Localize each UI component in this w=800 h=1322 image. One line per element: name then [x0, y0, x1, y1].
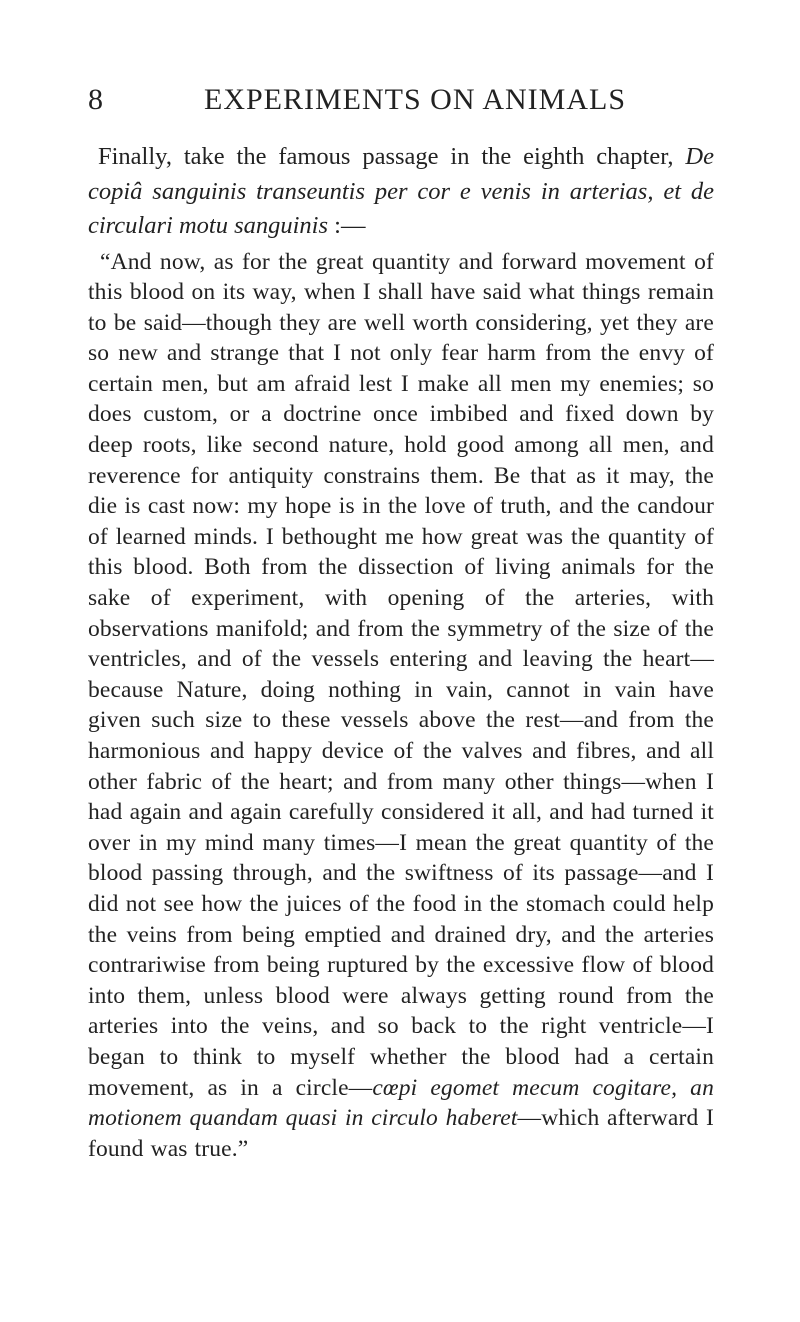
book-page — [88, 80, 714, 1164]
quoted-passage — [88, 247, 714, 1165]
latin-phrase: cœpi egomet mecum cogitare, an motionem quandam quasi in circulo haberet — [88, 1074, 714, 1132]
quote-text: “And now, as for the great quantity and forward movement of this blood on its way, when I shall have said what things remain to be said—though they are well worth considering, yet they are so new and strange that I not only fear harm from the envy of certain men, but am afraid lest I make all men my enemies; so does custom, or a doctrine once imbibed and fixed down by deep roots, like second nature, hold good among all men, and reverence for antiquity constrains them. Be that as it may, the die is cast now: my hope is in the love of truth, and the candour of learned minds. I bethought me how great was the quantity of this blood. Both from the dissection of living animals for the sake of experiment, with opening of the arteries, with observations manifold; and from the symmetry of the size of the ventricles, and of the vessels entering and leaving the heart—because Nature, doing nothing in vain, cannot in vain have given such size to these vessels above the rest—and from the harmonious and happy device of the valves and fibres, and all other fabric of the heart; and from many other things—when I had again and again carefully considered it all, and had turned it over in my mind many times—I mean the great quantity of the blood passing through, and the swiftness of its passage—and I did not see how the juices of the food in the stomach could help the veins from being emptied and drained dry, and the arteries contrariwise from being ruptured by the excessive flow of blood into them, unless blood were always getting round from the arteries into the veins, and so back to the right ventricle—I began to think to myself whether the blood had a certain movement, as in a circle— — [88, 248, 714, 1101]
intro-text: Finally, take the famous passage in the eighth chapter, — [98, 143, 686, 170]
intro-paragraph — [88, 140, 714, 244]
intro-text-end: :— — [328, 212, 366, 239]
quote-text-end: —which afterward I found was true.” — [88, 1105, 714, 1162]
page-header — [88, 80, 714, 124]
running-title: EXPERIMENTS ON ANIMALS — [204, 83, 627, 116]
chapter-title-latin: De copiâ sanguinis transeuntis per cor e venis in arterias, et de circulari motu sanguinis — [88, 143, 714, 239]
page-number: 8 — [88, 83, 104, 116]
